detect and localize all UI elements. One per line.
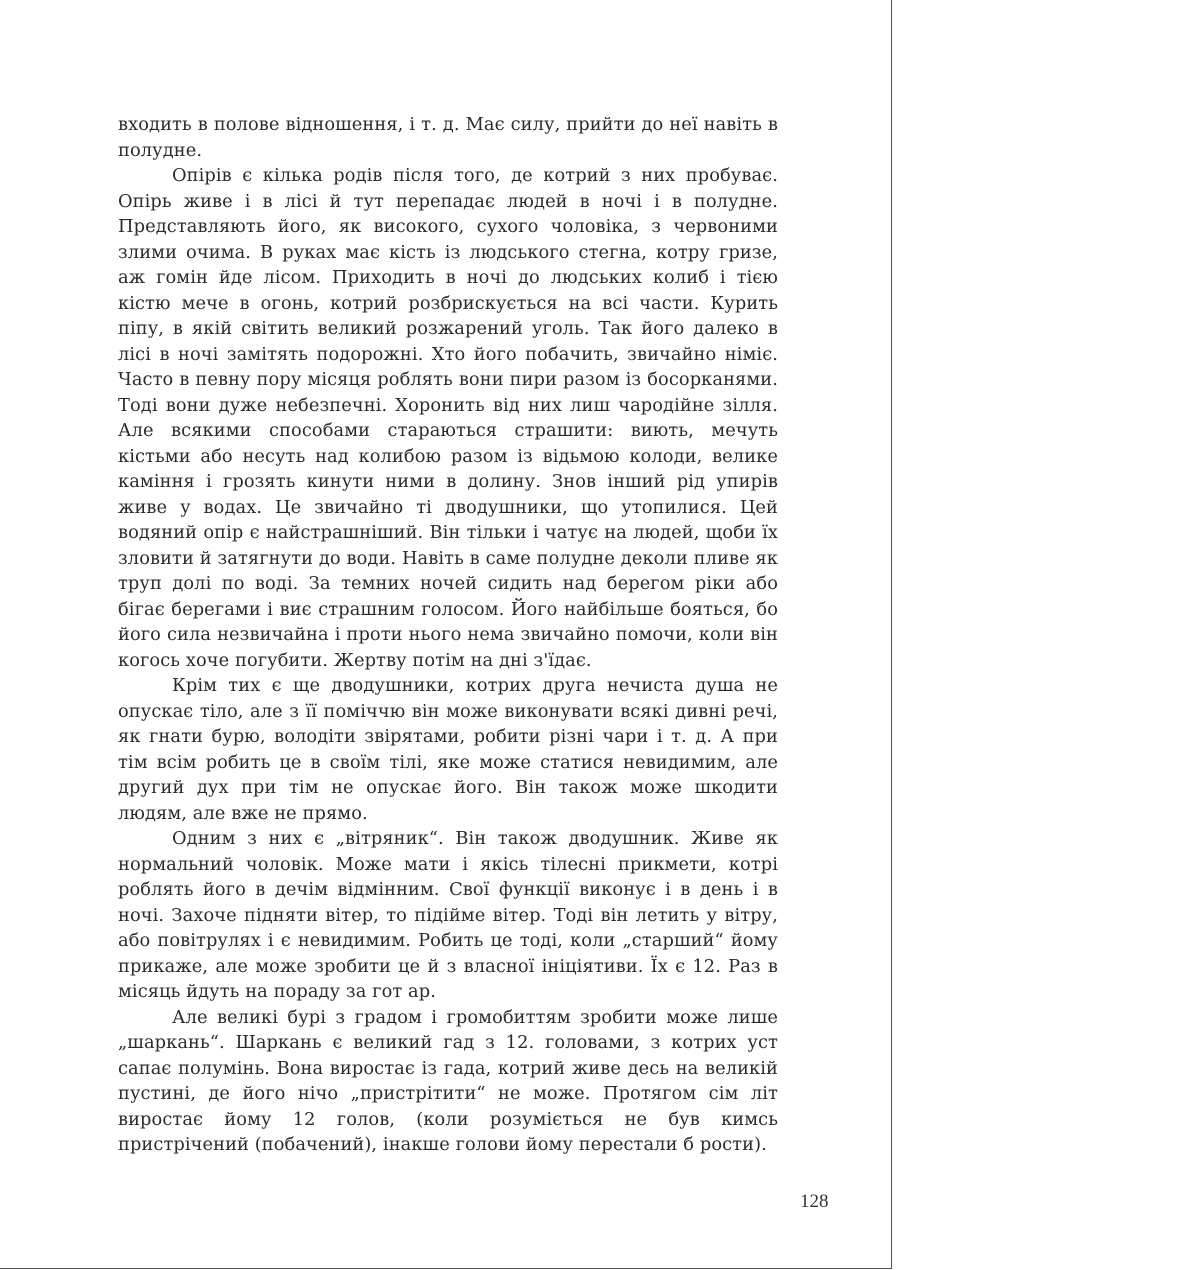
paragraph: Опірів є кілька родів після того, де котрий з них пробуває. Опірь живе і в лісі й тут перепадає людей в ночі і в полудне. Представляють його, як високого, сухого чоловіка, з червоними злими очима. В руках має кість із людського стегна, котру гризе, аж гомін йде лісом. Приходить в ночі до людських колиб і тією кістю мече в огонь, котрий розбрискується на всі части. Курить піпу, в якій світить великий розжарений уголь. Так його далеко в лісі в ночі замітять подорожні. Хто його побачить, звичайно німіє. Часто в певну пору місяця роблять вони пири разом із босорканями. Тоді вони дуже небезпечні. Хоронить від них лиш чародійне зілля. Але всякими способами стараються страшити: виють, мечуть кістьми або несуть над колибою разом із відьмою колоди, велике каміння і грозять кинути ними в долину. Знов інший рід упирів живе у водах. Це звичайно ті дводушники, що утопилися. Цей водяний опір є найстрашніший. Він тільки і чатує на людей, щоби їх зловити й затягнути до води. Навіть в саме полудне деколи пливе як труп долі по воді. За темних ночей сидить над берегом ріки або бігає берегами і виє страшним голосом. Його найбільше бояться, бо його сила незвичайна і проти нього нема звичайно помочи, коли він когось хоче погубити. Жертву потім на дні з'їдає. (118, 165, 778, 671)
paragraph: Але великі бурі з градом і громобиттям зробити може лише „шаркань“. Шаркань є великий гад з 12. головами, з котрих уст сапає полумінь. Вона виростає із гада, котрий живе десь на великій пустині, де його нічо „пристрітити“ не може. Протягом сім літ виростає йому 12 голов, (коли розуміється не був кимсь пристрічений (побачений), інакше голови йому перестали б рости). (118, 1006, 778, 1155)
paragraph: Одним з них є „вітряник“. Він також дводушник. Живе як нормальний чоловік. Може мати і якісь тілесні прикмети, котрі роблять його в дечім відмінним. Свої функції виконує і в день і в ночі. Захоче підняти вітер, то підійме вітер. Тоді він летить у вітру, або повітрулях і є невидимим. Робить це тоді, коли „старший“ йому прикаже, але може зробити це й з власної ініціятиви. Їх є 12. Раз в місяць йдуть на пораду за гот ар. (118, 828, 778, 1002)
body-text (118, 112, 778, 1158)
paragraph: входить в полове відношення, і т. д. Має силу, прийти до неї навіть в полудне. (118, 114, 778, 161)
page-number: 128 (800, 1191, 829, 1212)
paragraph: Крім тих є ще дводушники, котрих друга нечиста душа не опускає тіло, але з її поміччю він може виконувати всякі дивні речі, як гнати бурю, володіти звірятами, робити різні чари і т. д. А при тім всім робить це в своїм тілі, яке може статися невидимим, але другий дух при тім не опускає його. Він також може шкодити людям, але вже не прямо. (118, 675, 778, 824)
